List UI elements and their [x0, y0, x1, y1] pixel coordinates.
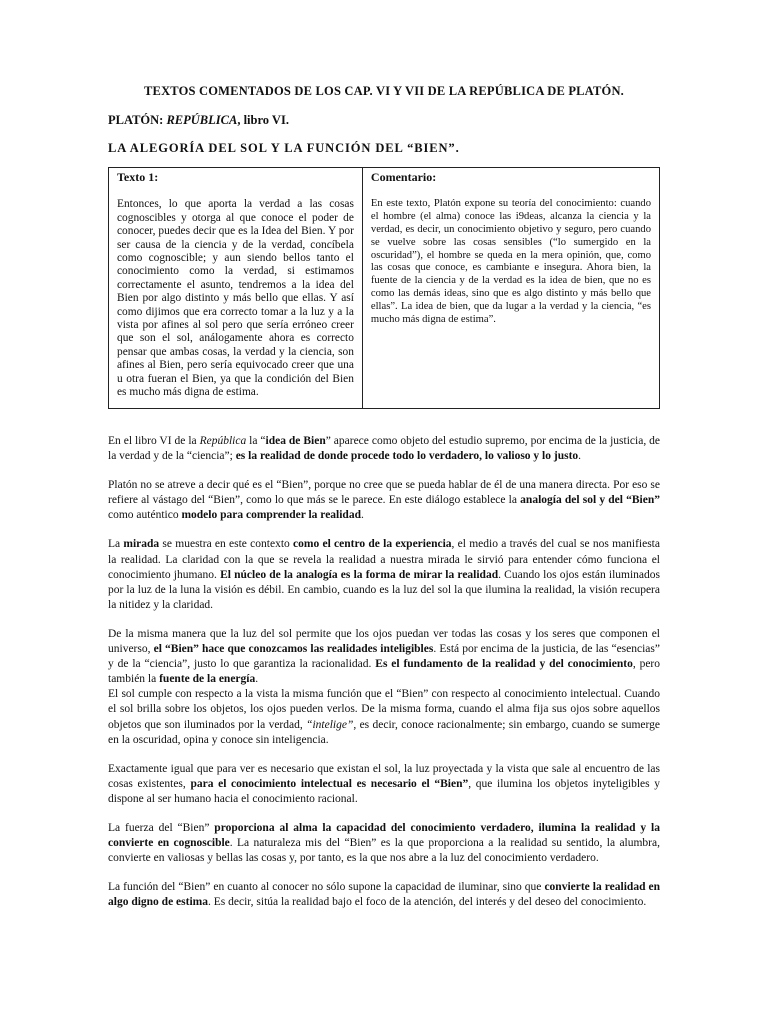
- text-run: .: [255, 673, 259, 686]
- text-run: se muestra en este contexto: [159, 538, 294, 551]
- text-run: La fuerza del “Bien”: [108, 821, 215, 834]
- text-run: La función del “Bien” en cuanto al conocer no sólo supone la capacidad de iluminar, sino que: [108, 881, 545, 894]
- commentary-header: Comentario:: [370, 170, 437, 184]
- text-run: De la misma manera que la luz del sol permite que los ojos puedan ver todas las cosas y los seres que componen el universo,: [108, 627, 660, 656]
- commentary-body: En este texto, Platón expone su teoría del conocimiento: cuando el hombre (el alma) conoce las i9deas, alcanza la ciencia y la verdad, es decir, un conocimiento objetivo y seguro, pero cuando se vuelve sobre las cosas sensibles (“lo sumergido en la oscuridad”), el hombre se queda en la mera opinión, que, como las cosas que conoce, es cambiante e insegura. Ahora bien, la fuente de la ciencia y de la verdad es la idea de bien, que no es como las demás ideas, sino que es algo distinto y más bello que ellas”. La idea de bien, que da lugar a la verdad y la ciencia, “es mucho más digna de estima”.: [370, 197, 651, 326]
- paragraph-7: [108, 821, 660, 866]
- bold-run: es la realidad de donde procede todo lo verdadero, lo valioso y lo justo: [235, 450, 579, 463]
- subtitle-author: PLATÓN:: [108, 113, 167, 127]
- text-commentary-table: [108, 167, 660, 409]
- document-body: [108, 434, 660, 924]
- section-heading: LA ALEGORÍA DEL SOL Y LA FUNCIÓN DEL “BIEN”.: [108, 141, 460, 155]
- subtitle-book: , libro VI.: [237, 113, 289, 127]
- text-run: . La naturaleza mis del “Bien” es la que proporciona a la realidad su sentido, la alumbra, convierte en valiosas y bellas las cosas y, por tanto, es la que nos abre a la luz del conocimiento verdadero.: [108, 837, 660, 865]
- bold-run: para el conocimiento intelectual es necesario el “Bien”: [190, 777, 469, 790]
- bold-run: convierte la realidad en algo digno de estima: [108, 881, 660, 909]
- paragraph-1: [108, 434, 660, 464]
- bold-run: analogía del sol y del “Bien”: [520, 494, 660, 507]
- text-run: .: [578, 450, 582, 463]
- text-cell: [109, 168, 363, 409]
- text-run: Platón no se atreve a decir qué es el “Bien”, porque no cree que se pueda hablar de él de una manera directa. Por eso se refiere al vástago del “Bien”, como lo que más se le parece. En este diálogo establece la: [108, 479, 660, 507]
- text-header: Texto 1:: [117, 170, 159, 184]
- text-run: . Está por encima de la justicia, de las “esencias” y de la “ciencia”, justo lo que garantiza la racionalidad.: [108, 643, 660, 671]
- text-run: , es decir, conoce racionalmente; sin embargo, cuando se sumerge en la oscuridad, opina y conoce sin inteligencia.: [108, 718, 661, 746]
- text-run: .: [360, 509, 364, 522]
- text-run: ” aparece como objeto del estudio supremo, por encima de la justicia, de la verdad y de la “ciencia”;: [108, 435, 661, 463]
- bold-run: proporciona al alma la capacidad del conocimiento verdadero, ilumina la realidad y la convierte en cognoscible: [108, 821, 660, 850]
- text-run: La: [108, 538, 124, 551]
- paragraph-3: [108, 537, 660, 612]
- bold-run: Es el fundamento de la realidad y del conocimiento: [375, 658, 633, 671]
- paragraph-6: [108, 762, 660, 807]
- text-run: Exactamente igual que para ver es necesario que existan el sol, la luz proyectada y la vista que sale al encuentro de las cosas existentes,: [108, 762, 660, 790]
- text-run: , que ilumina los objetos inyteligibles y dispone al ser humano hacia el conocimiento racional.: [108, 777, 661, 805]
- document-subtitle: [108, 113, 289, 128]
- document-title: TEXTOS COMENTADOS DE LOS CAP. VI Y VII DE LA REPÚBLICA DE PLATÓN.: [144, 84, 624, 98]
- paragraph-4: [108, 627, 660, 687]
- bold-run: idea de Bien: [265, 435, 326, 447]
- bold-run: el “Bien” hace que conozcamos las realidades inteligibles: [153, 643, 434, 656]
- bold-run: fuente de la energía: [159, 673, 256, 686]
- bold-run: El núcleo de la analogía es la forma de mirar la realidad: [220, 568, 499, 581]
- italic-run: “intelige”: [306, 718, 354, 731]
- text-run: la “: [246, 435, 266, 447]
- text-run: El sol cumple con respecto a la vista la misma función que el “Bien” con respecto al conocimiento intelectual. Cuando el sol brilla sobre los objetos, los ojos pueden verlos. De la misma forma, cuando el alma fija sus ojos sobre aquellos objetos que son iluminados por la verdad,: [108, 688, 660, 731]
- bold-run: mirada: [123, 538, 160, 551]
- paragraph-8: [108, 880, 660, 910]
- paragraph-2: [108, 478, 660, 523]
- text-run: En el libro VI de la: [108, 435, 200, 447]
- text-run: , el medio a través del cual se nos manifiesta la realidad. La claridad con la que se revela la realidad a nuestra mirada le sirvió para entender cómo funciona el conocimiento jhumano.: [108, 538, 660, 581]
- text-run: . Cuando los ojos están iluminados por la luz de la luna la visión es débil. En cambio, cuando es la luz del sol la que ilumina la realidad, la visión recupera la nitidez y la claridad.: [108, 568, 661, 611]
- text-run: , pero también la: [108, 658, 661, 686]
- text-body: Entonces, lo que aporta la verdad a las cosas cognoscibles y otorga al que conoce el poder de conocer, puedes decir que es la Idea del Bien. Y por ser causa de la ciencia y de la verdad, concíbela como cognoscible; y aun siendo bellos tanto el conocimiento como la verdad, si estimamos correctamente el asunto, tendremos a la idea del Bien por algo distinto y más bello que ellas. Y así como dijimos que era correcto tomar a la luz y a la vista por afines al sol pero que sería erróneo creer que son el sol, análogamente ahora es correcto pensar que ambas cosas, la verdad y la ciencia, son afines al Bien, pero sería equivocado creer que una u otra fueran el Bien, ya que la condición del Bien es mucho más digna de estima.: [117, 198, 354, 399]
- bold-run: modelo para comprender la realidad: [181, 509, 361, 522]
- subtitle-work: REPÚBLICA: [166, 113, 238, 127]
- paragraph-5: [108, 687, 660, 747]
- italic-run: República: [199, 435, 247, 447]
- text-run: . Es decir, sitúa la realidad bajo el foco de la atención, del interés y del deseo del conocimiento.: [208, 896, 647, 909]
- commentary-cell: [362, 168, 659, 409]
- text-run: como auténtico: [108, 509, 182, 522]
- bold-run: como el centro de la experiencia: [293, 538, 452, 551]
